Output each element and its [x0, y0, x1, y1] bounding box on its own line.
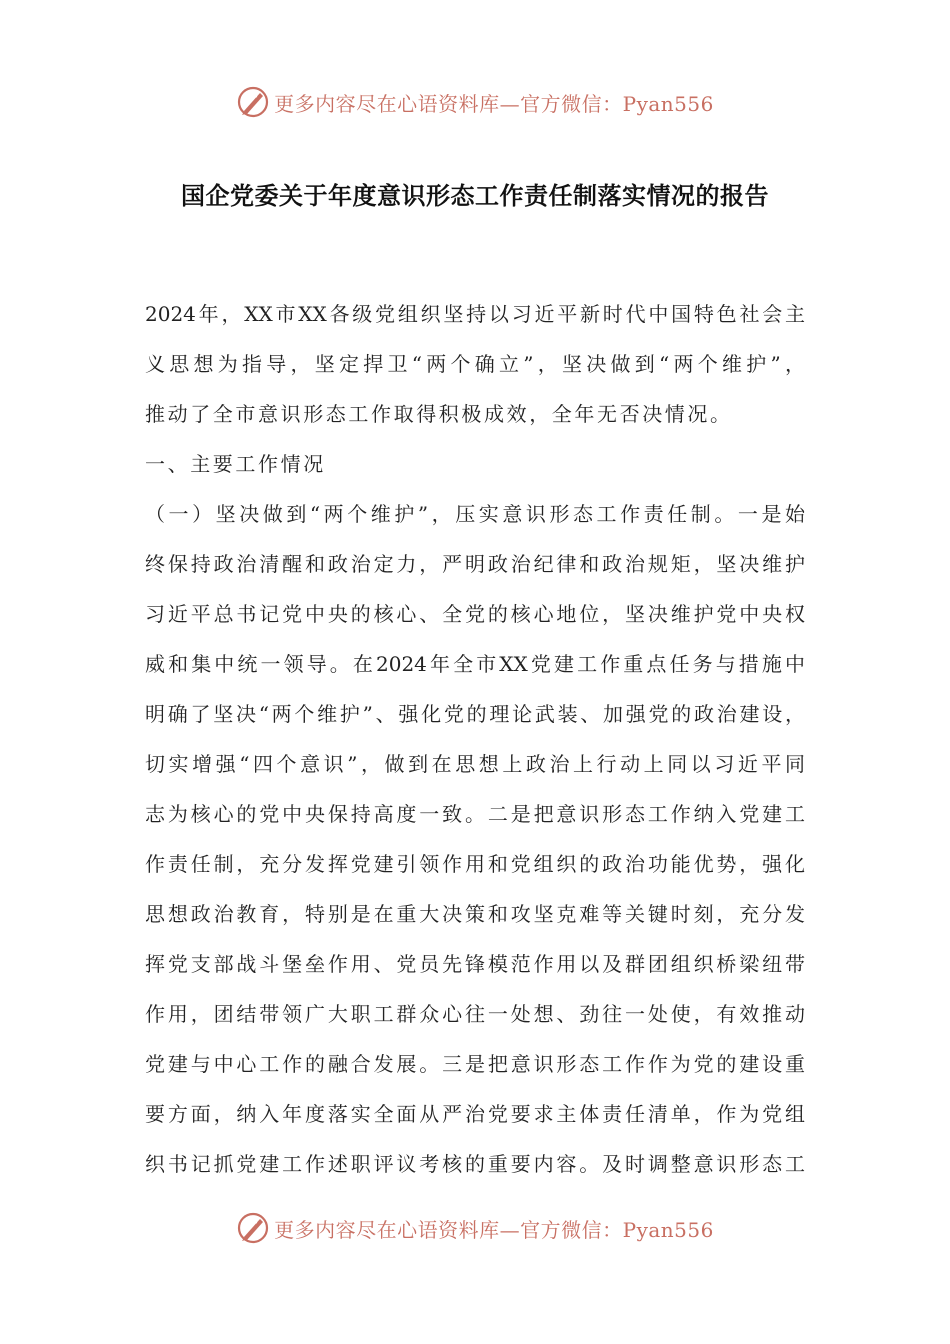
pen-circle-logo-icon — [236, 1211, 270, 1245]
body-line: 思想政治教育，特别是在重大决策和攻坚克难等关键时刻，充分发 — [145, 902, 805, 926]
body-line: （一）坚决做到“两个维护”，压实意识形态工作责任制。一是始 — [145, 502, 805, 526]
body-line: 切实增强“四个意识”，做到在思想上政治上行动上同以习近平同 — [145, 752, 805, 776]
pen-circle-logo-icon — [236, 85, 270, 119]
body-line: 志为核心的党中央保持高度一致。二是把意识形态工作纳入党建工 — [145, 802, 805, 826]
document-title: 国企党委关于年度意识形态工作责任制落实情况的报告 — [181, 182, 769, 210]
body-line: 推动了全市意识形态工作取得积极成效，全年无否决情况。 — [145, 402, 733, 426]
footer-watermark — [0, 1208, 950, 1248]
body-line: 习近平总书记党中央的核心、全党的核心地位，坚决维护党中央权 — [145, 602, 805, 626]
document-body — [145, 289, 805, 1189]
watermark-text: 更多内容尽在心语资料库—官方微信：Pyan556 — [274, 1217, 714, 1242]
body-line: 党建与中心工作的融合发展。三是把意识形态工作作为党的建设重 — [145, 1052, 805, 1076]
body-line: 织书记抓党建工作述职评议考核的重要内容。及时调整意识形态工 — [145, 1152, 805, 1176]
body-line: 要方面，纳入年度落实全面从严治党要求主体责任清单，作为党组 — [145, 1102, 805, 1126]
body-line: 2024年，XX市XX各级党组织坚持以习近平新时代中国特色社会主 — [145, 302, 805, 326]
body-line: 终保持政治清醒和政治定力，严明政治纪律和政治规矩，坚决维护 — [145, 552, 805, 576]
body-line: 作责任制，充分发挥党建引领作用和党组织的政治功能优势，强化 — [145, 852, 805, 876]
body-line: 作用，团结带领广大职工群众心往一处想、劲往一处使，有效推动 — [145, 1002, 805, 1026]
header-watermark — [0, 82, 950, 122]
body-line: 明确了坚决“两个维护”、强化党的理论武装、加强党的政治建设， — [145, 702, 805, 726]
body-line: 挥党支部战斗堡垒作用、党员先锋模范作用以及群团组织桥梁纽带 — [145, 952, 805, 976]
body-line: 义思想为指导，坚定捍卫“两个确立”，坚决做到“两个维护”， — [145, 352, 805, 376]
watermark-text: 更多内容尽在心语资料库—官方微信：Pyan556 — [274, 91, 714, 116]
section-heading: 一、主要工作情况 — [145, 452, 326, 476]
body-line: 威和集中统一领导。在2024年全市XX党建工作重点任务与措施中 — [145, 652, 805, 676]
